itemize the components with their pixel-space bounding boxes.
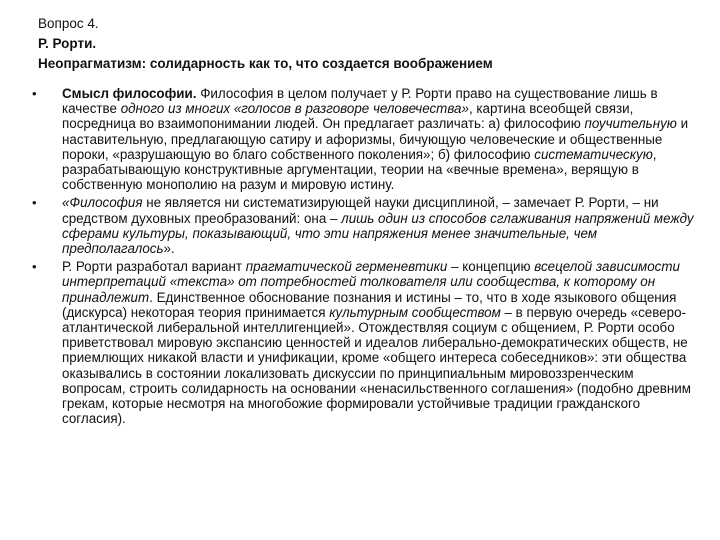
question-number: Вопрос 4. [38,16,99,31]
slide-title: Неопрагматизм: солидарность как то, что создается воображением [38,56,493,71]
emphasis-italic: поучительную [584,116,677,132]
bullet-marker: • [32,195,37,211]
emphasis-italic: «Философия [62,195,143,211]
bullet-item-2 [30,195,700,256]
slide-header [38,14,698,74]
text-run: , картина всеобщей связи, посредница во взаимопонимании людей. Он предлагает различать: а) философию [62,101,634,132]
emphasis-italic: всецелой зависимости интерпретаций «текста» от потребностей толкователя или сообщества, к которому он принадлежит [62,259,680,305]
text-run: – в первую очередь «северо-атлантической либеральной интеллигенцией». Отождествляя социум с общением, Р. Рорти особо приветствовал мировую экспансию ценностей и идеалов либерально-демократических обществ, не приемлющих никакой власти и унификации, кроме «общего интереса собеседников»: эти общества оказывались в состоянии локализовать дискуссии по принципиальным мировоззренческим вопросам, строить солидарность на основании «ненасильственного соглашения» (подобно древним грекам, которые несмотря на многобожие формировали устойчивые традиции гражданского согласия). [62,304,691,427]
text-run: , разрабатывающую конструктивные аргументации, теории на «вечные времена», верящую в собственную монополию на разум и мировую истину. [62,146,657,193]
bullet-text [62,195,700,256]
emphasis-italic: культурным сообществом [329,304,501,320]
bullet-text [62,259,700,426]
bullet-marker: • [32,86,37,101]
text-run: Философия в целом получает у Р. Рорти право на существование лишь в качестве [62,86,658,117]
bullet-item-3 [30,259,700,426]
bullet-list [30,86,700,429]
bullet-text [62,86,700,192]
emphasis-italic: лишь один из способов сглаживания напряжений между сферами культуры, показывающий, что эти напряжения менее значительные, чем предполагалось [62,210,694,257]
emphasis-italic: прагматической герменевтики [245,259,448,275]
text-run: Р. Рорти разработал вариант [62,259,246,275]
text-run: . Единственное обоснование познания и истины – то, что в ходе языкового общения (дискурса) некоторая теория принимается [62,289,677,320]
emphasis-italic: одного из многих «голосов в разговоре человечества» [120,101,469,117]
author-name: Р. Рорти. [38,36,97,51]
emphasis-italic: систематическую [534,146,653,162]
text-run: – концепцию [447,259,535,275]
text-run: и наставительную, предлагающую сатиру и афоризмы, бичующую человеческие и общественные пороки, «разрушающую во благо собственного поколения»; б) философию [62,116,689,162]
term-bold: Смысл философии. [62,86,197,101]
text-run: ». [163,241,175,257]
bullet-marker: • [32,259,37,275]
text-run: не является ни систематизирующей науки дисциплиной, – замечает Р. Рорти, – ни средством духовных преобразований: она – [62,195,659,226]
bullet-item-1 [30,86,700,192]
